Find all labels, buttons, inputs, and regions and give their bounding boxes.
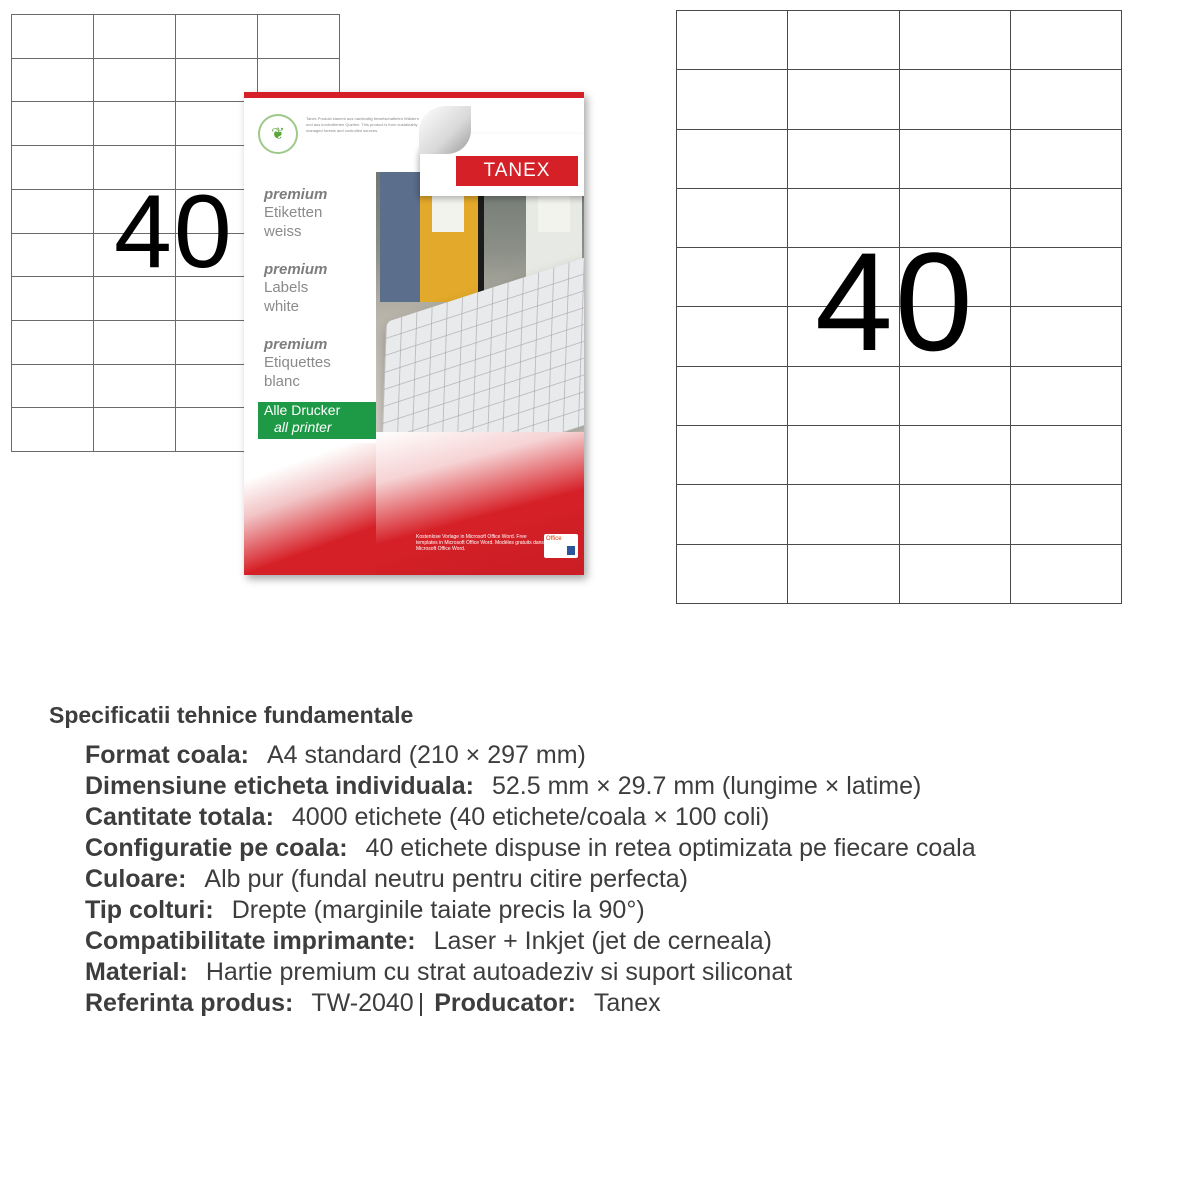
label-cell [788, 11, 899, 70]
label-cell [94, 365, 176, 409]
label-cell [1011, 545, 1122, 604]
label-cell [12, 15, 94, 59]
label-cell [788, 70, 899, 129]
label-cell [12, 365, 94, 409]
spec-row-reference [85, 988, 976, 1019]
tanex-logo: TANEX [456, 156, 578, 186]
label-cell [677, 11, 788, 70]
label-cell [94, 321, 176, 365]
label-color-line: weiss [264, 223, 302, 240]
spec-value: Hartie premium cu strat autoadeziv si suport siliconat [205, 958, 793, 986]
large-grid-label-count: 40 [815, 223, 975, 380]
label-cell [900, 485, 1011, 544]
spec-value: 4000 etichete (40 etichete/coala × 100 coli) [291, 803, 770, 831]
spec-value: 40 etichete dispuse in retea optimizata pe fiecare coala [365, 834, 976, 862]
label-cell [677, 248, 788, 307]
word-icon [567, 546, 575, 555]
eco-leaf-icon: ❦ [258, 114, 298, 154]
premium-label: premium [264, 336, 328, 353]
premium-label: premium [264, 261, 328, 278]
label-cell [1011, 485, 1122, 544]
spec-value: Drepte (marginile taiate precis la 90°) [231, 896, 645, 924]
label-cell [94, 408, 176, 452]
specs-title: Specificatii tehnice fundamentale [49, 702, 414, 728]
label-cell [12, 190, 94, 234]
spec-key: Tip colturi: [85, 896, 214, 924]
spec-value: TW-2040 [311, 989, 414, 1017]
label-cell [677, 70, 788, 129]
label-cell [176, 15, 258, 59]
spec-key: Cantitate totala: [85, 803, 274, 831]
label-cell [1011, 70, 1122, 129]
printer-line-de: Alle Drucker [264, 402, 341, 418]
spec-key: Format coala: [85, 741, 249, 769]
label-cell [1011, 248, 1122, 307]
label-cell [677, 307, 788, 366]
label-cell [677, 545, 788, 604]
spec-value: Tanex [593, 989, 661, 1017]
label-cell [258, 15, 340, 59]
spec-value: A4 standard (210 × 297 mm) [266, 741, 586, 769]
office-logo [544, 534, 578, 558]
spec-row-compatibility [85, 926, 976, 957]
specs-list [85, 740, 976, 1019]
label-cell [1011, 307, 1122, 366]
label-cell [900, 130, 1011, 189]
label-cell [94, 59, 176, 103]
label-cell [788, 485, 899, 544]
label-cell [677, 485, 788, 544]
spec-value: 52.5 mm × 29.7 mm (lungime × latime) [491, 772, 922, 800]
label-cell [788, 545, 899, 604]
label-cell [1011, 11, 1122, 70]
label-cell [12, 234, 94, 278]
label-color-line: white [264, 298, 300, 315]
label-cell [900, 426, 1011, 485]
keyboard-office-photo [376, 172, 584, 432]
office-logo-label: Office [546, 536, 562, 542]
label-cell [677, 130, 788, 189]
spec-key: Culoare: [85, 865, 187, 893]
label-cell [12, 408, 94, 452]
eco-certification-text: Tanex Produkt stammt aus nachhaltig bewirtschafteten Wäldern und aus kontrollierten Quellen. This product is from sustainably managed forests and controlled sources. [306, 116, 419, 133]
label-cell [1011, 367, 1122, 426]
spec-row-format [85, 740, 976, 771]
spec-key: Compatibilitate imprimante: [85, 927, 416, 955]
label-cell [94, 15, 176, 59]
label-cell [12, 277, 94, 321]
label-color-line: blanc [264, 373, 300, 390]
peel-curl-icon [419, 106, 471, 154]
language-block-de [264, 186, 327, 241]
label-type-line: Etiquettes [264, 354, 331, 371]
label-cell [1011, 130, 1122, 189]
spec-row-dimension [85, 771, 976, 802]
label-cell [12, 146, 94, 190]
label-cell [12, 102, 94, 146]
label-cell [12, 321, 94, 365]
label-cell [788, 130, 899, 189]
label-cell [677, 189, 788, 248]
spec-row-corners [85, 895, 976, 926]
label-type-line: Labels [264, 279, 309, 296]
label-cell [788, 426, 899, 485]
spec-key: Configuratie pe coala: [85, 834, 348, 862]
label-cell [900, 11, 1011, 70]
spec-row-quantity [85, 802, 976, 833]
premium-label: premium [264, 186, 328, 203]
label-cell [1011, 426, 1122, 485]
product-box-image [244, 92, 584, 575]
label-cell [900, 545, 1011, 604]
spec-key: Producator: [434, 989, 576, 1017]
spec-value: Laser + Inkjet (jet de cerneala) [433, 927, 772, 955]
language-block-en [264, 261, 327, 316]
label-cell [94, 102, 176, 146]
spec-row-configuration [85, 833, 976, 864]
spec-row-material [85, 957, 976, 988]
microsoft-templates-text: Kostenlose Vorlage in Microsoft Office Word. Free templates in Microsoft Office Word. Modèles gratuits dans Microsoft Office Word. [416, 534, 544, 552]
binder-blue [380, 172, 420, 302]
label-cell [12, 59, 94, 103]
label-type-line: Etiketten [264, 204, 323, 221]
spec-row-color [85, 864, 976, 895]
spec-key: Material: [85, 958, 188, 986]
printer-line-en: all printer [274, 419, 332, 435]
label-cell [677, 426, 788, 485]
printer-compatibility-band [258, 402, 376, 439]
language-block-fr [264, 336, 331, 391]
label-cell [677, 367, 788, 426]
spec-key: Referinta produs: [85, 989, 294, 1017]
small-grid-label-count: 40 [114, 174, 234, 290]
spec-value: Alb pur (fundal neutru pentru citire perfecta) [204, 865, 688, 893]
label-cell [1011, 189, 1122, 248]
spec-separator: | [417, 989, 425, 1017]
spec-key: Dimensiune eticheta individuala: [85, 772, 474, 800]
label-cell [900, 70, 1011, 129]
box-red-base-left [244, 443, 376, 575]
